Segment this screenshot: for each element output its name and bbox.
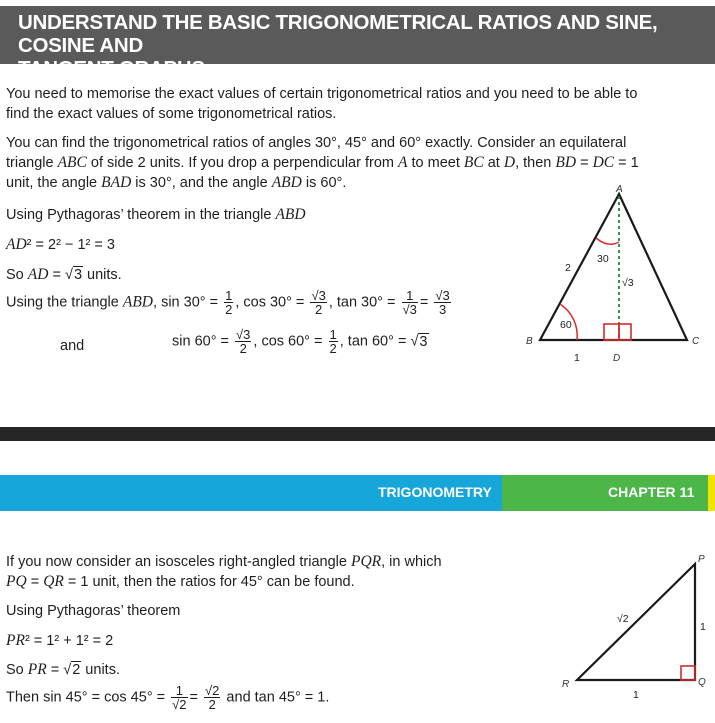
angle-30-label: 30 — [597, 253, 609, 265]
vertex-q-label: Q — [698, 677, 706, 688]
triangle-pqr-outline — [577, 564, 695, 680]
isosceles-line2: PQ = QR = 1 unit, then the ratios for 45° can be found. — [6, 573, 355, 590]
and-label: and — [60, 338, 85, 354]
hypotenuse-label: √2 — [617, 613, 629, 625]
angle-arc-30 — [596, 238, 619, 244]
ratios-60-line: sin 60° = $\frac{√3}{2}$ , cos 60° = $\frac{1}{2}$ , tan 60° = √3 — [172, 327, 428, 356]
side-pq-label: 1 — [700, 621, 706, 633]
ad-length-label: √3 — [622, 277, 634, 289]
pythagoras2-intro: Using Pythagoras’ theorem — [6, 603, 181, 619]
isosceles-triangle-figure — [555, 548, 715, 698]
vertex-r-label: R — [562, 679, 570, 690]
fraction-one-half: $\frac{1}{2}$ — [225, 288, 233, 317]
pythagoras-intro: Using Pythagoras’ theorem in the triangle ABD — [6, 206, 306, 223]
vertex-d-label: D — [613, 353, 621, 364]
running-header-section: TRIGONOMETRY — [378, 484, 492, 500]
chapter-label: CHAPTER 11 — [608, 484, 695, 500]
fraction-root3-over-3: $\frac{√3}{3}$ — [435, 288, 450, 317]
right-angle-marker-d — [604, 324, 619, 340]
equilateral-triangle-figure — [512, 180, 712, 380]
isosceles-paragraph — [6, 552, 566, 592]
isosceles-line1: If you now consider an isosceles right-angled triangle PQR, in which — [6, 553, 442, 570]
chapter-tab — [502, 475, 708, 511]
equilateral-line1: You can find the trigonometrical ratios of angles 30°, 45° and 60° exactly. Consider an equilateral — [6, 135, 627, 151]
section-title-line2: TANGENT GRAPHS — [18, 57, 205, 80]
fraction-root3-over-2: $\frac{√3}{2}$ — [311, 288, 326, 317]
side-ab-label: 2 — [565, 262, 571, 274]
vertex-c-label: C — [692, 336, 700, 347]
vertex-a-label: A — [616, 184, 623, 195]
intro-paragraph — [6, 84, 711, 124]
running-header-bar — [0, 475, 502, 511]
angle-60-label: 60 — [560, 319, 572, 331]
chapter-edge-tab — [708, 475, 715, 511]
page-break-bar — [0, 427, 715, 441]
vertex-b-label: B — [526, 336, 533, 347]
section-title-line1: UNDERSTAND THE BASIC TRIGONOMETRICAL RATIOS AND SINE, COSINE AND — [18, 11, 658, 57]
equilateral-line3: unit, the angle BAD is 30°, and the angle ABD is 60°. — [6, 174, 347, 191]
pr-result: So PR = √2 units. — [6, 661, 120, 678]
sin45-line: Then sin 45° = cos 45° = $\frac{1}{√2}$ = $\frac{√2}{2}$ and tan 45° = 1. — [6, 683, 330, 712]
right-angle-marker-q — [681, 666, 695, 680]
intro-line2: find the exact values of some trigonometrical ratios. — [6, 106, 337, 122]
section-title — [18, 11, 708, 80]
ratios-30-line: Using the triangle ABD, sin 30° = $\frac{1}{2}$ , cos 30° = $\frac{√3}{2}$ , tan 30° = $\frac{1}{√3}$ = $\frac{√3}{3}$ — [6, 288, 450, 317]
ad-squared-equation: AD² = 2² − 1² = 3 — [6, 236, 115, 253]
bd-length-label: 1 — [574, 352, 580, 364]
side-qr-label: 1 — [633, 689, 639, 698]
fraction-one-over-root3: $\frac{1}{√3}$ — [402, 288, 417, 317]
ad-result: So AD = √3 units. — [6, 266, 122, 283]
vertex-p-label: P — [698, 554, 705, 565]
pr-squared-equation: PR² = 1² + 1² = 2 — [6, 632, 114, 649]
intro-line1: You need to memorise the exact values of certain trigonometrical ratios and you need to be able to — [6, 86, 638, 102]
equilateral-line2: triangle ABC of side 2 units. If you drop a perpendicular from A to meet BC at D, then BD = DC = 1 — [6, 154, 639, 171]
right-angle-marker-d2 — [619, 324, 631, 340]
